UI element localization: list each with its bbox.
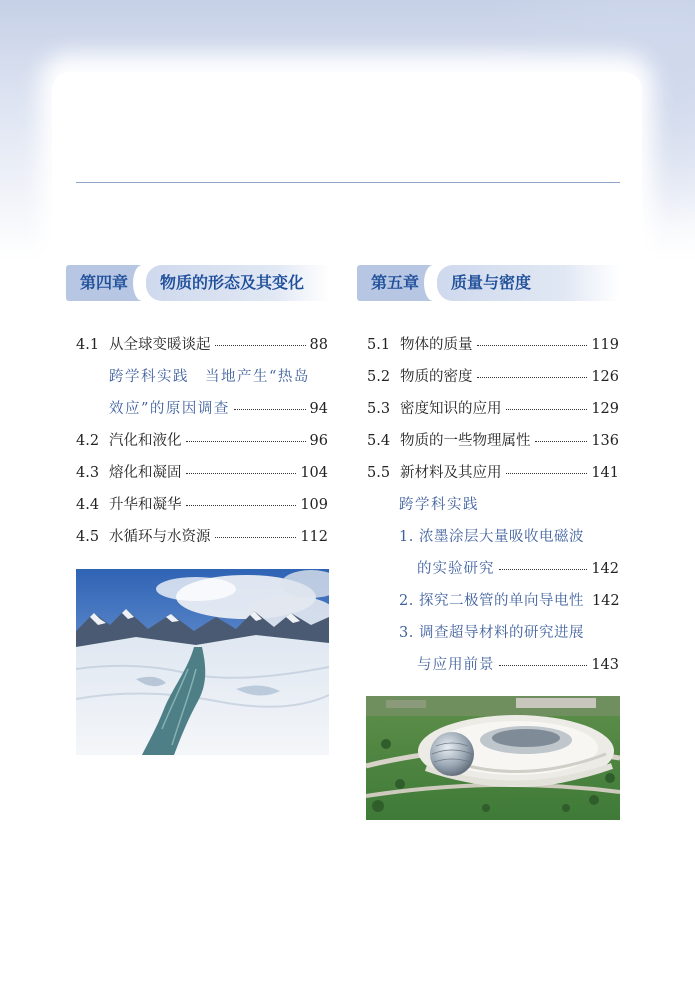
page-number: 88 bbox=[309, 337, 328, 353]
page-number: 104 bbox=[300, 465, 328, 481]
leader-dots bbox=[186, 473, 297, 474]
page-number: 119 bbox=[591, 337, 619, 353]
toc-entry-5-5[interactable] bbox=[367, 463, 619, 483]
section-number: 5.2 bbox=[367, 369, 391, 385]
page-number: 94 bbox=[309, 401, 328, 417]
section-number: 5.3 bbox=[367, 401, 391, 417]
toc-entry-5-4[interactable] bbox=[367, 431, 619, 451]
chapter-5-label: 第五章 bbox=[357, 265, 433, 301]
page-number: 142 bbox=[591, 593, 620, 609]
chapter-5-title: 质量与密度 bbox=[437, 265, 619, 301]
glacier-photo bbox=[76, 569, 329, 755]
practice-5-item-2[interactable] bbox=[399, 591, 619, 611]
section-title: 水循环与水资源 bbox=[109, 529, 211, 545]
page-number: 136 bbox=[591, 433, 619, 449]
planetarium-photo bbox=[366, 696, 620, 820]
section-number: 5.5 bbox=[367, 465, 391, 481]
header-rule bbox=[76, 182, 620, 183]
leader-dots bbox=[186, 441, 306, 442]
leader-dots bbox=[215, 345, 306, 346]
practice-5-item-3-line-1[interactable]: 3. 调查超导材料的研究进展 bbox=[399, 625, 584, 641]
toc-entry-4-2[interactable] bbox=[76, 431, 328, 451]
leader-dots bbox=[506, 409, 588, 410]
leader-dots bbox=[186, 505, 297, 506]
practice-4-line-2[interactable] bbox=[109, 399, 328, 419]
section-title: 从全球变暖谈起 bbox=[109, 337, 211, 353]
section-number: 5.1 bbox=[367, 337, 391, 353]
leader-dots bbox=[215, 537, 297, 538]
leader-dots bbox=[506, 473, 588, 474]
section-title: 新材料及其应用 bbox=[400, 465, 502, 481]
practice-5-heading: 跨学科实践 bbox=[399, 497, 479, 513]
section-title: 物质的密度 bbox=[400, 369, 473, 385]
section-number: 4.2 bbox=[76, 433, 100, 449]
chapter-5-header bbox=[357, 265, 619, 301]
toc-entry-4-5[interactable] bbox=[76, 527, 328, 547]
toc-entry-5-1[interactable] bbox=[367, 335, 619, 355]
page-number: 126 bbox=[591, 369, 619, 385]
section-number: 4.3 bbox=[76, 465, 100, 481]
toc-entry-5-3[interactable] bbox=[367, 399, 619, 419]
practice-4-title-cont: 效应”的原因调查 bbox=[109, 401, 230, 417]
leader-dots bbox=[535, 441, 588, 442]
practice-5-item-1-line-1[interactable]: 1. 浓墨涂层大量吸收电磁波 bbox=[399, 529, 584, 545]
page-number: 142 bbox=[591, 561, 619, 577]
practice-item-title-cont: 的实验研究 bbox=[417, 561, 495, 577]
leader-dots bbox=[234, 409, 306, 410]
practice-5-item-1-line-2[interactable] bbox=[417, 559, 619, 579]
section-title: 密度知识的应用 bbox=[400, 401, 502, 417]
page-number: 143 bbox=[591, 657, 619, 673]
page-number: 141 bbox=[591, 465, 619, 481]
practice-item-title: 2. 探究二极管的单向导电性 bbox=[399, 593, 584, 609]
toc-entry-4-3[interactable] bbox=[76, 463, 328, 483]
leader-dots bbox=[499, 665, 588, 666]
section-number: 4.4 bbox=[76, 497, 100, 513]
toc-entry-5-2[interactable] bbox=[367, 367, 619, 387]
page-number: 96 bbox=[309, 433, 328, 449]
chapter-4-header bbox=[66, 265, 330, 301]
leader-dots bbox=[499, 569, 588, 570]
practice-4-line-1[interactable]: 跨学科实践 当地产生“热岛 bbox=[109, 369, 310, 385]
leader-dots bbox=[477, 345, 588, 346]
toc-entry-4-1[interactable] bbox=[76, 335, 328, 355]
page-number: 112 bbox=[300, 529, 328, 545]
practice-item-title-cont: 与应用前景 bbox=[417, 657, 495, 673]
section-title: 汽化和液化 bbox=[109, 433, 182, 449]
page-number: 109 bbox=[300, 497, 328, 513]
section-title: 升华和凝华 bbox=[109, 497, 182, 513]
section-title: 物体的质量 bbox=[400, 337, 473, 353]
leader-dots bbox=[477, 377, 588, 378]
page-number: 129 bbox=[591, 401, 619, 417]
section-number: 4.1 bbox=[76, 337, 100, 353]
section-title: 物质的一些物理属性 bbox=[400, 433, 531, 449]
section-title: 熔化和凝固 bbox=[109, 465, 182, 481]
chapter-4-title: 物质的形态及其变化 bbox=[146, 265, 330, 301]
section-number: 4.5 bbox=[76, 529, 100, 545]
section-number: 5.4 bbox=[367, 433, 391, 449]
practice-5-item-3-line-2[interactable] bbox=[417, 655, 619, 675]
chapter-4-label: 第四章 bbox=[66, 265, 142, 301]
toc-entry-4-4[interactable] bbox=[76, 495, 328, 515]
